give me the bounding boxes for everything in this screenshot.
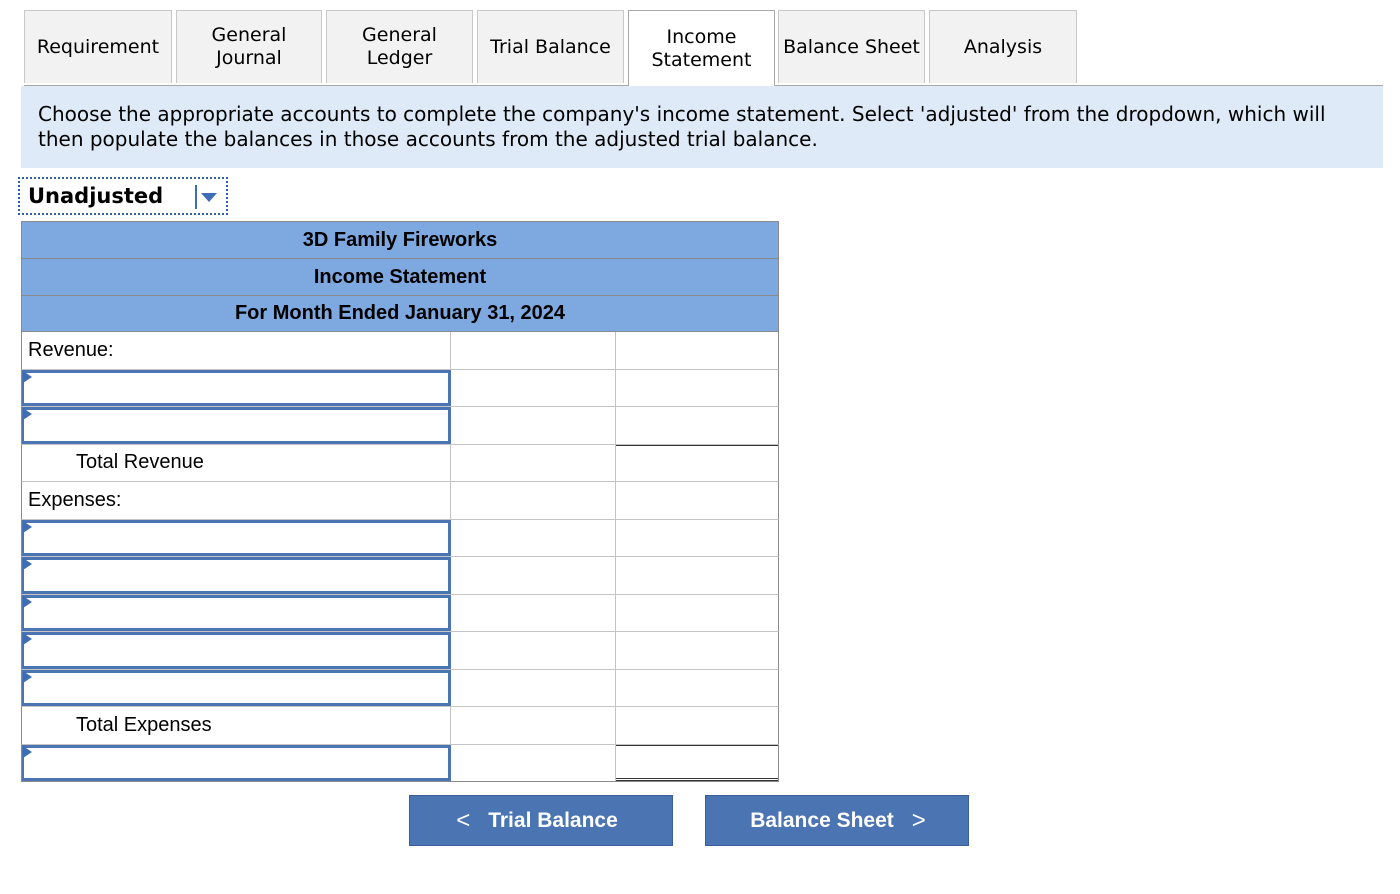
total-revenue-amount[interactable] <box>616 445 778 482</box>
chevron-left-icon: < <box>456 806 471 834</box>
revenue-row <box>21 370 779 408</box>
next-balance-sheet-button[interactable] <box>705 795 969 846</box>
amount-cell[interactable] <box>451 445 616 482</box>
tab-label: General Journal <box>211 24 287 69</box>
instruction-text: Choose the appropriate accounts to complete the company's income statement. Select 'adjusted' from the dropdown, which will then populate the balances in those accounts from the adjusted trial balance. <box>21 86 1383 168</box>
tab-label: Income Statement <box>651 25 752 71</box>
tab-general-journal[interactable] <box>176 10 322 83</box>
total-revenue-row <box>21 445 779 483</box>
expense-row <box>21 595 779 633</box>
prev-button-label: Trial Balance <box>488 808 618 832</box>
balance-type-dropdown[interactable] <box>18 177 228 215</box>
expense-account-select[interactable] <box>22 557 451 594</box>
total-cell[interactable] <box>616 632 778 669</box>
amount-cell[interactable] <box>451 482 616 519</box>
tab-analysis[interactable] <box>929 10 1077 83</box>
expense-account-select[interactable] <box>22 595 451 632</box>
revenue-header-row <box>21 332 779 370</box>
amount-cell[interactable] <box>451 407 616 444</box>
dropdown-value: Unadjusted <box>28 184 164 208</box>
total-expenses-label: Total Expenses <box>22 707 451 744</box>
total-cell[interactable] <box>616 557 778 594</box>
expense-row <box>21 520 779 558</box>
amount-cell[interactable] <box>451 632 616 669</box>
expense-row <box>21 670 779 708</box>
total-cell[interactable] <box>616 520 778 557</box>
income-statement-table <box>21 221 779 782</box>
revenue-account-select[interactable] <box>22 370 451 407</box>
tab-label: General Ledger <box>362 24 437 69</box>
expense-account-select[interactable] <box>22 632 451 669</box>
net-income-row <box>21 745 779 783</box>
total-expenses-row <box>21 707 779 745</box>
tab-label: Requirement <box>36 35 160 58</box>
revenue-row <box>21 407 779 445</box>
total-expenses-amount[interactable] <box>616 707 778 744</box>
expenses-label: Expenses: <box>22 482 451 519</box>
total-cell[interactable] <box>616 370 778 407</box>
company-name: 3D Family Fireworks <box>21 221 779 258</box>
tab-requirement[interactable] <box>24 10 172 83</box>
amount-cell[interactable] <box>451 520 616 557</box>
revenue-account-select[interactable] <box>22 407 451 444</box>
expense-row <box>21 632 779 670</box>
tab-label: Analysis <box>963 35 1043 58</box>
total-cell[interactable] <box>616 670 778 707</box>
total-cell[interactable] <box>616 407 778 444</box>
total-cell[interactable] <box>616 332 778 369</box>
total-revenue-label: Total Revenue <box>22 445 451 482</box>
next-button-label: Balance Sheet <box>750 808 894 832</box>
expenses-header-row <box>21 482 779 520</box>
amount-cell[interactable] <box>451 745 616 782</box>
statement-period: For Month Ended January 31, 2024 <box>21 295 779 332</box>
statement-title: Income Statement <box>21 258 779 295</box>
revenue-label: Revenue: <box>22 332 451 369</box>
tab-trial-balance[interactable] <box>477 10 624 83</box>
chevron-right-icon: > <box>911 806 926 834</box>
amount-cell[interactable] <box>451 707 616 744</box>
tab-label: Trial Balance <box>490 35 611 58</box>
amount-cell[interactable] <box>451 557 616 594</box>
amount-cell[interactable] <box>451 370 616 407</box>
chevron-down-icon[interactable] <box>195 185 219 209</box>
net-income-select[interactable] <box>22 745 451 782</box>
expense-account-select[interactable] <box>22 520 451 557</box>
amount-cell[interactable] <box>451 670 616 707</box>
tab-income-statement[interactable] <box>628 10 775 86</box>
total-cell[interactable] <box>616 482 778 519</box>
prev-trial-balance-button[interactable] <box>409 795 673 846</box>
net-income-amount[interactable] <box>616 745 778 782</box>
tab-balance-sheet[interactable] <box>778 10 925 83</box>
tab-label: Balance Sheet <box>783 35 920 58</box>
expense-account-select[interactable] <box>22 670 451 707</box>
tab-general-ledger[interactable] <box>326 10 473 83</box>
amount-cell[interactable] <box>451 595 616 632</box>
total-cell[interactable] <box>616 595 778 632</box>
expense-row <box>21 557 779 595</box>
amount-cell[interactable] <box>451 332 616 369</box>
